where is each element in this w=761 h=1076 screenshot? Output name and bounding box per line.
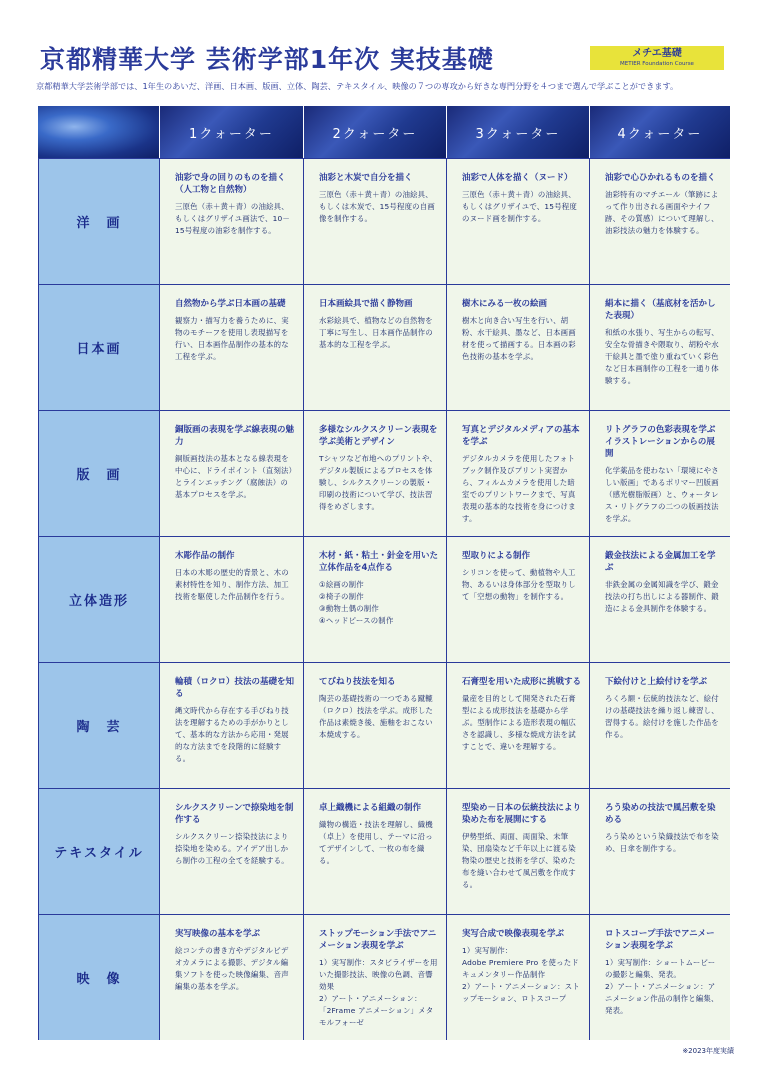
course-cell [159,914,303,1040]
course-cell [589,536,730,662]
course-cell [303,662,446,788]
course-cell [446,662,589,788]
course-title: 油彩で身の回りのものを描く（人工物と自然物） [175,173,286,195]
course-title: 実写映像の基本を学ぶ [175,929,261,939]
course-title: 実写合成で映像表現を学ぶ [462,929,565,939]
row-header: 映 像 [38,914,159,1040]
course-description: 1）実写制作：スタビライザーを用いた撮影技法、映像の色調、音響効果 2）アート・アニメーション：「2Frame アニメーション」メタモルフォーゼ [319,958,438,1027]
course-description: 油彩特有のマチエール（筆跡によって作り出される画面やナイフ跡、その質感）について理解し、油彩技法の魅力を体験する。 [605,190,719,235]
course-title: 絹本に描く（基底材を活かした表現） [605,299,716,321]
course-title: 型染め－日本の伝統技法により染めた布を展開にする [462,803,582,825]
badge-main: メチエ基礎 [632,48,682,59]
course-title: 多様なシルクスクリーン表現を学ぶ美術とデザイン [319,425,438,447]
badge-sub: METIER Foundation Course [620,61,694,67]
table-corner-image [38,106,159,158]
course-description: 絵コンテの書き方やデジタルビデオカメラによる撮影、デジタル編集ソフトを使った映像編集、音声編集の基本を学ぶ。 [175,946,289,991]
course-cell [303,284,446,410]
row-header: 洋 画 [38,158,159,284]
row-header: 版 画 [38,410,159,536]
curriculum-table [38,106,730,1040]
course-cell [303,158,446,284]
course-cell [589,788,730,914]
course-title: 型取りによる制作 [462,551,531,561]
course-description: 伊勢型紙、両面、両面染、未筆染、団扇染など千年以上に渡る染物染の歴史と技術を学び、染めた布を縫い合わせて風呂敷を作成する。 [462,832,576,889]
course-cell [159,410,303,536]
course-description: デジタルカメラを使用したフォトブック制作及びプリント実習から、フィルムカメラを使用した暗室でのプリントワークまで、写真表現の基本的な技術を身につけます。 [462,454,576,523]
course-title: リトグラフの色彩表現を学ぶイラストレーションからの展開 [605,425,716,459]
course-description: 三原色（赤＋黄＋青）の油絵具、もしくはグリザイユで、15号程度のヌード画を制作する。 [462,190,577,223]
course-cell [446,410,589,536]
course-title: 木彫作品の制作 [175,551,235,561]
course-title: 卓上織機による組織の制作 [319,803,422,813]
quarter-header-4: 4クォーター [589,106,730,158]
course-title: 石膏型を用いた成形に挑戦する [462,677,582,687]
course-title: 写真とデジタルメディアの基本を学ぶ [462,425,580,447]
course-cell [589,158,730,284]
course-description: 化学薬品を使わない「環境にやさしい版画」であるポリマー凹版画（感光樹脂版画）と、ウォータレス・リトグラフの二つの版画技法を学ぶ。 [605,466,719,523]
course-description: 和紙の水張り、写生からの転写、安全な骨描きや隈取り、胡粉や水干絵具と墨で塗り重ねていく彩色など日本画制作の工程を一通り体験する。 [605,328,719,385]
course-cell [159,536,303,662]
course-cell [589,662,730,788]
course-cell [589,284,730,410]
course-description: 量産を目的として開発された石膏型による成形技法を基礎から学ぶ。型制作による造形表現の幅広さを認識し、多様な焼成方法を試すことで、違いを理解する。 [462,694,577,751]
course-description: 日本の木彫の歴史的背景と、木の素材特性を知り、制作方法、加工技術を駆使した作品制作を行う。 [175,568,289,601]
course-description: 三原色（赤＋黄＋青）の油絵具、もしくは木炭で、15号程度の自画像を制作する。 [319,190,435,223]
course-title: シルクスクリーンで捺染地を制作する [175,803,294,825]
course-cell [446,158,589,284]
course-title: 自然物から学ぶ日本画の基礎 [175,299,286,309]
quarter-header-3: 3クォーター [446,106,589,158]
course-cell [446,788,589,914]
course-title: 油彩と木炭で自分を描く [319,173,413,183]
course-description: ろくろ額・伝統的技法など、絵付けの基礎技法を繰り返し練習し、習得する。絵付けを施した作品を作る。 [605,694,719,739]
course-cell [159,158,303,284]
course-description: 織物の構造・技法を理解し、織機（卓上）を使用し、テーマに沿ってデザインして、一枚の布を織る。 [319,820,433,865]
course-title: てびねり技法を知る [319,677,396,687]
course-description: ①絵画の制作 ②椅子の制作 ③動物土偶の制作 ④ヘッドピースの制作 [319,580,394,625]
course-title: 木材・紙・粘土・針金を用いた立体作品を4点作る [319,551,439,573]
course-title: 油彩で心ひかれるものを描く [605,173,716,183]
course-title: ロトスコープ手法でアニメーション表現を学ぶ [605,929,715,951]
course-description: シリコンを使って、動植物や人工物、あるいは身体部分を型取りして「空想の動物」を制作する。 [462,568,576,601]
course-cell [159,662,303,788]
course-cell [589,914,730,1040]
footnote: ※2023年度実績 [682,1047,734,1055]
course-description: 縄文時代から存在する手びねり技法を理解するための手がかりとして、基本的な方法から応用・発展的な方法までを段階的に経験する。 [175,706,289,763]
course-description: ろう染めという染織技法で布を染め、日傘を制作する。 [605,832,719,853]
course-title: ろう染めの技法で風呂敷を染める [605,803,716,825]
course-description: 三原色（赤＋黄＋青）の油絵具、もしくはグリザイユ画法で、10－15号程度の油彩を制作する。 [175,202,290,235]
course-title: 鍛金技法による金属加工を学ぶ [605,551,716,573]
course-cell [303,536,446,662]
row-header: テキスタイル [38,788,159,914]
course-description: 水彩絵具で、植物などの自然物を丁寧に写生し、日本画作品制作の基本的な工程を学ぶ。 [319,316,433,349]
course-title: 銅版画の表現を学ぶ線表現の魅力 [175,425,295,447]
row-header: 日本画 [38,284,159,410]
course-description: 樹木と向き合い写生を行い、胡粉、水干絵具、墨など、日本画画材を使って描画する。日本画の彩色技術の基本を学ぶ。 [462,316,576,361]
course-title: 日本画絵具で描く静物画 [319,299,413,309]
course-cell [446,284,589,410]
course-badge [590,46,724,70]
course-cell [589,410,730,536]
course-description: 陶芸の基礎技術の一つである蹴轆（ロクロ）技法を学ぶ。成形した作品は素焼き後、施釉をおこない本焼成する。 [319,694,434,739]
course-cell [159,284,303,410]
course-description: シルクスクリーン捺染技法により捺染地を染める。アイデア出しから制作の工程の全てを経験する。 [175,832,289,865]
course-description: 1）実写制作：ショートムービーの撮影と編集、発表。 2）アート・アニメーション：アニメーション作品の制作と編集、発表。 [605,958,719,1015]
course-description: 非鉄金属の金属知識を学び、鍛金技法の打ち出しによる器制作、鍛造による金具制作を体験する。 [605,580,719,613]
quarter-header-2: 2クォーター [303,106,446,158]
intro-text: 京都精華大学芸術学部では、1年生のあいだ、洋画、日本画、版画、立体、陶芸、テキスタイル、映像の７つの専攻から好きな専門分野を４つまで選んで学ぶことができます。 [36,81,679,91]
page-title: 京都精華大学 芸術学部1年次 実技基礎 [40,45,494,74]
course-title: 下絵付けと上絵付けを学ぶ [605,677,708,687]
course-cell [446,914,589,1040]
course-title: 樹木にみる一枚の絵画 [462,299,548,309]
course-description: Tシャツなど布地へのプリントや、デジタル製版によるプロセスを体験し、シルクスクリーンの製版・印刷の技術について学び、技法習得をめざします。 [319,454,437,511]
course-title: 輪積（ロクロ）技法の基礎を知る [175,677,295,699]
row-header: 立体造形 [38,536,159,662]
course-title: 油彩で人体を描く（ヌード） [462,173,573,183]
course-description: 1）実写制作： Adobe Premiere Pro を使ったドキュメンタリー作品制作 2）アート・アニメーション：ストップモーション、ロトスコープ [462,946,580,1003]
course-description: 銅版画技法の基本となる線表現を中心に、ドライポイント（直刻法）とラインエッチング（腐蝕法）の基本プロセスを学ぶ。 [175,454,293,499]
course-cell [303,914,446,1040]
course-cell [446,536,589,662]
course-cell [303,788,446,914]
course-cell [159,788,303,914]
course-title: ストップモーション手法でアニメーション表現を学ぶ [319,929,437,951]
row-header: 陶 芸 [38,662,159,788]
course-description: 観察力・描写力を養うために、実物のモチーフを使用し表現描写を行い、日本画作品制作の基本的な工程を学ぶ。 [175,316,289,361]
quarter-header-1: 1クォーター [159,106,303,158]
course-cell [303,410,446,536]
